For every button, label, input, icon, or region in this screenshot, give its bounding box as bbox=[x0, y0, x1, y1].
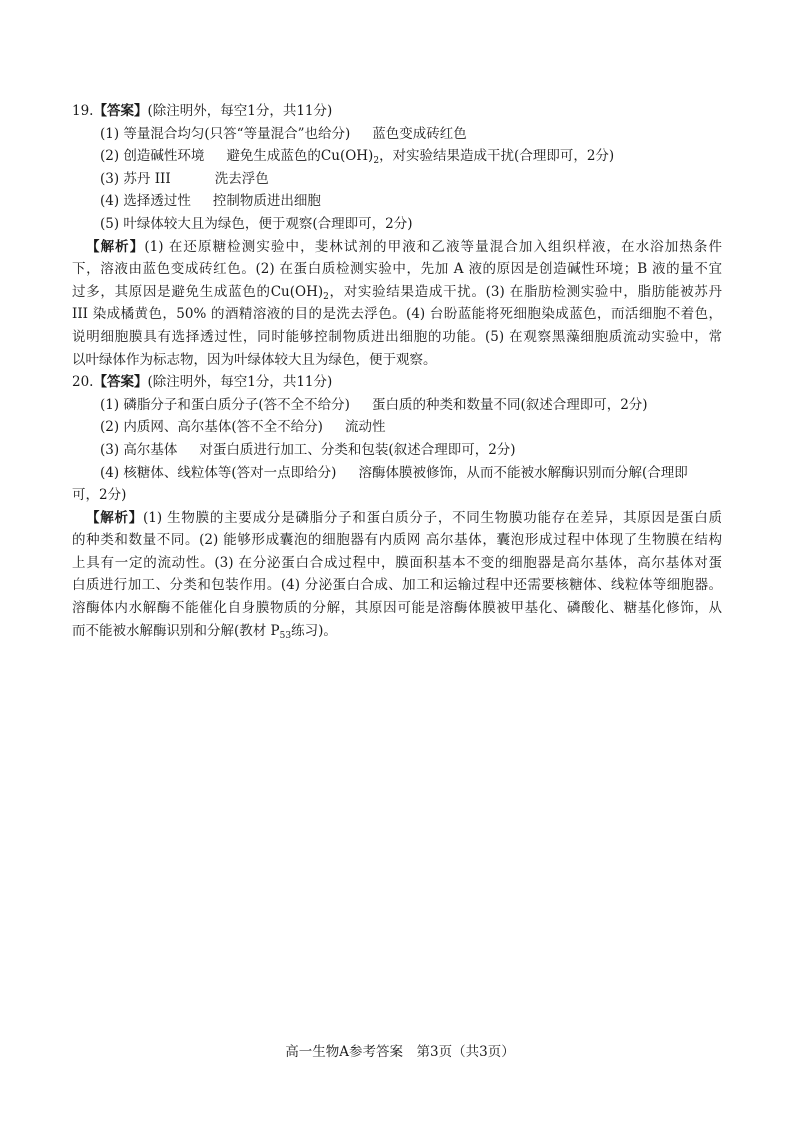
q19-answer-4b: 控制物质进出细胞 bbox=[212, 193, 321, 210]
q19-answer-3 bbox=[72, 168, 722, 191]
q20-answer-3a: (3) 高尔基体 bbox=[100, 441, 178, 458]
q20-answer-2b: 流动性 bbox=[344, 419, 386, 436]
q19-answer-1b: 蓝色变成砖红色 bbox=[372, 125, 467, 142]
q19-answer-4 bbox=[72, 190, 722, 213]
q20-answer-4-continued: 可，2分) bbox=[72, 487, 127, 504]
q19-answer-2b: 避免生成蓝色的Cu(OH) bbox=[226, 148, 374, 165]
q19-number: 19. bbox=[72, 103, 94, 119]
q20-analysis-text-6: 而不能被水解酶识别和分解(教材 P bbox=[72, 622, 280, 639]
q19-scoring: (除注明外，每空1分，共11分) bbox=[147, 103, 333, 119]
q20-answer-2 bbox=[72, 416, 722, 439]
q20-answer-tag: 【答案】 bbox=[93, 374, 148, 391]
page-footer: 高一生物A参考答案 第3页（共3页） bbox=[285, 1044, 515, 1060]
q20-scoring: (除注明外，每空1分，共11分) bbox=[147, 374, 333, 391]
q19-analysis-tag: 【解析】 bbox=[86, 238, 145, 255]
q19-analysis-line-3 bbox=[72, 281, 722, 304]
q19-analysis-line-2: 下，溶液由蓝色变成砖红色。(2) 在蛋白质检测实验中，先加 A 液的原因是创造碱性环境；B 液的量不宜 bbox=[72, 261, 722, 278]
q19-analysis-text-3: 过多，其原因是避免生成蓝色的Cu(OH) bbox=[72, 283, 324, 300]
q20-analysis-text-1: (1) 生物膜的主要成分是磷脂分子和蛋白质分子，不同生物膜功能存在差异，其原因是蛋白质 bbox=[142, 509, 722, 526]
q20-analysis-line-2: 的种类和数量不同。(2) 能够形成囊泡的细胞器有内质网 高尔基体，囊泡形成过程中体现了生物膜在结构 bbox=[72, 532, 722, 549]
q19-answer-2b-tail: ，对实验结果造成干扰(合理即可，2分) bbox=[379, 148, 615, 165]
q20-analysis-subscript: 53 bbox=[279, 630, 292, 641]
q19-answer-2a: (2) 创造碱性环境 bbox=[100, 148, 205, 165]
q20-header bbox=[72, 371, 722, 394]
q20-analysis-line-5: 溶酶体内水解酶不能催化自身膜物质的分解，其原因可能是溶酶体膜被甲基化、磷酸化、糖基化修饰，从 bbox=[72, 600, 722, 617]
q19-answer-tag: 【答案】 bbox=[93, 103, 148, 119]
q19-analysis-line-4: III 染成橘黄色，50% 的酒精溶液的目的是洗去浮色。(4) 台盼蓝能将死细胞染成蓝色，而活细胞不着色， bbox=[72, 306, 722, 323]
q20-answer-4 bbox=[72, 462, 722, 485]
q19-analysis-text-3-tail: ，对实验结果造成干扰。(3) 在脂肪检测实验中，脂肪能被苏丹 bbox=[328, 283, 722, 300]
q20-analysis-line-4: 白质进行加工、分类和包装作用。(4) 分泌蛋白合成、加工和运输过程中还需要核糖体、线粒体等细胞器。 bbox=[72, 577, 722, 594]
q19-header bbox=[72, 100, 722, 123]
q19-answer-1 bbox=[72, 123, 722, 146]
q20-analysis-line-6 bbox=[72, 620, 722, 643]
q19-answer-2b-subscript: 2 bbox=[373, 156, 380, 167]
q20-answer-3b: 对蛋白质进行加工、分类和包装(叙述合理即可，2分) bbox=[199, 441, 516, 458]
q19-answer-4a: (4) 选择透过性 bbox=[100, 193, 191, 210]
q20-answer-4a: (4) 核糖体、线粒体等(答对一点即给分) bbox=[100, 464, 337, 481]
q19-analysis-line-5: 说明细胞膜具有选择透过性，同时能够控制物质进出细胞的功能。(5) 在观察黑藻细胞质流动实验中，常 bbox=[72, 328, 722, 345]
q20-answer-1 bbox=[72, 394, 722, 417]
q20-analysis-text-6-tail: 练习)。 bbox=[291, 622, 337, 639]
q19-answer-1a: (1) 等量混合均匀(只答“等量混合”也给分) bbox=[100, 125, 351, 142]
q19-analysis-line-1 bbox=[72, 236, 722, 259]
q19-analysis-text-1: (1) 在还原糖检测实验中，斐林试剂的甲液和乙液等量混合加入组织样液，在水浴加热条件 bbox=[144, 238, 722, 255]
q20-answer-1a: (1) 磷脂分子和蛋白质分子(答不全不给分) bbox=[100, 396, 350, 413]
q20-number: 20. bbox=[72, 374, 94, 391]
answer-content bbox=[72, 100, 722, 642]
q20-answer-3 bbox=[72, 439, 722, 462]
q19-analysis-subscript: 2 bbox=[323, 291, 329, 302]
q20-analysis-line-1 bbox=[72, 507, 722, 530]
q19-answer-2 bbox=[72, 145, 722, 168]
q20-answer-2a: (2) 内质网、高尔基体(答不全不给分) bbox=[100, 419, 323, 436]
q20-analysis-tag: 【解析】 bbox=[86, 509, 143, 526]
q19-answer-3b: 洗去浮色 bbox=[214, 170, 269, 187]
q19-answer-5 bbox=[72, 213, 722, 236]
q20-analysis-line-3: 上具有一定的流动性。(3) 在分泌蛋白合成过程中，膜面积基本不变的细胞器是高尔基体，高尔基体对蛋 bbox=[72, 554, 722, 571]
q20-answer-1b: 蛋白质的种类和数量不同(叙述合理即可，2分) bbox=[371, 396, 648, 413]
q19-analysis-line-6: 以叶绿体作为标志物，因为叶绿体较大且为绿色，便于观察。 bbox=[72, 351, 437, 368]
q19-answer-5a: (5) 叶绿体较大且为绿色，便于观察(合理即可，2分) bbox=[100, 215, 413, 232]
q20-answer-4b: 溶酶体膜被修饰，从而不能被水解酶识别而分解(合理即 bbox=[358, 464, 688, 481]
q19-answer-3a: (3) 苏丹 III bbox=[100, 170, 171, 187]
